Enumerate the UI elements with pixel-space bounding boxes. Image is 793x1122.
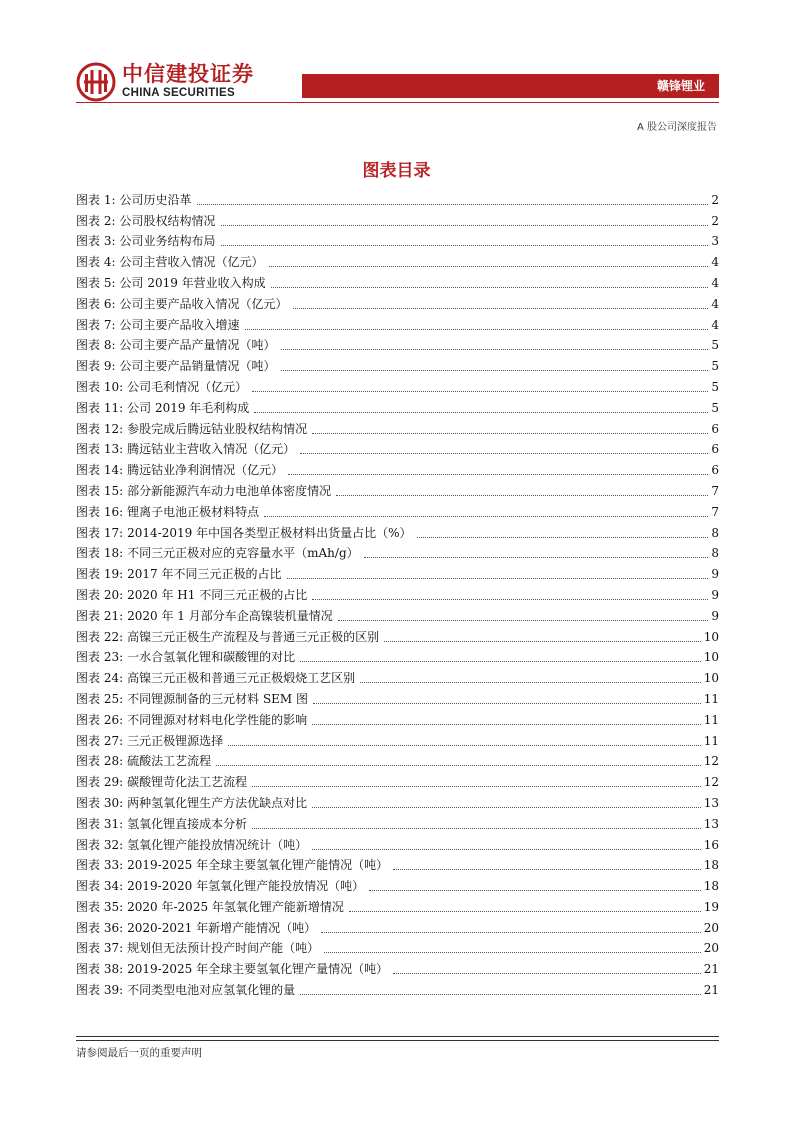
toc-entry-page: 4 xyxy=(711,317,719,332)
toc-entry-number: 图表 31: xyxy=(76,816,124,831)
toc-entry-title: 公司 2019 年营业收入构成 xyxy=(119,275,266,290)
toc-entry-page: 11 xyxy=(703,712,719,727)
toc-entry-number: 图表 16: xyxy=(76,504,124,519)
toc-entry[interactable] xyxy=(76,208,719,229)
toc-entry[interactable] xyxy=(76,956,719,977)
toc-entry-title: 一水合氢氧化锂和碳酸锂的对比 xyxy=(127,650,296,665)
brand-name xyxy=(122,62,254,100)
toc-entry-number: 图表 4: xyxy=(76,255,116,270)
toc-entry[interactable] xyxy=(76,769,719,790)
toc-title: 图表目录 xyxy=(362,161,431,181)
toc-entry-page: 12 xyxy=(703,754,719,769)
toc-entry-page: 9 xyxy=(711,608,719,623)
toc-entry-leader xyxy=(312,598,708,600)
toc-entry-number: 图表 18: xyxy=(76,546,124,561)
toc-entry-title: 公司主要产品收入情况（亿元） xyxy=(119,296,288,311)
toc-entry[interactable] xyxy=(76,873,719,894)
toc-entry-number: 图表 3: xyxy=(76,234,116,249)
toc-entry-leader xyxy=(313,702,701,704)
toc-entry-title: 不同锂源对材料电化学性能的影响 xyxy=(127,712,308,727)
toc-entry[interactable] xyxy=(76,312,719,333)
toc-entry-title: 公司主要产品收入增速 xyxy=(119,317,240,332)
toc-entry[interactable] xyxy=(76,416,719,437)
toc-entry-title: 2019-2020 年氢氧化锂产能投放情况（吨） xyxy=(127,879,365,894)
toc-entry-page: 7 xyxy=(711,483,719,498)
toc-entry-page: 3 xyxy=(711,234,719,249)
toc-entry[interactable] xyxy=(76,645,719,666)
toc-entry[interactable] xyxy=(76,229,719,250)
toc-entry-title: 三元正极锂源选择 xyxy=(127,733,224,748)
toc-entry-leader xyxy=(245,328,709,330)
toc-entry-page: 9 xyxy=(711,587,719,602)
toc-entry-title: 公司历史沿革 xyxy=(119,192,192,207)
toc-entry-title: 2019-2025 年全球主要氢氧化锂产能情况（吨） xyxy=(127,858,389,873)
toc-entry-leader xyxy=(312,723,701,725)
toc-entry[interactable] xyxy=(76,353,719,374)
toc-entry-page: 8 xyxy=(711,546,719,561)
toc-entry-title: 公司毛利情况（亿元） xyxy=(127,379,248,394)
toc-entry-leader xyxy=(197,203,709,205)
toc-entry-title: 碳酸锂苛化法工艺流程 xyxy=(127,775,248,790)
china-securities-logo-icon xyxy=(76,62,116,102)
toc-entry-number: 图表 10: xyxy=(76,379,124,394)
toc-entry-title: 高镍三元正极生产流程及与普通三元正极的区别 xyxy=(127,629,380,644)
toc-entry-leader xyxy=(252,827,701,829)
toc-entry-title: 公司 2019 年毛利构成 xyxy=(127,400,250,415)
toc-entry-page: 11 xyxy=(703,733,719,748)
toc-entry-page: 10 xyxy=(703,671,719,686)
toc-entry-number: 图表 15: xyxy=(76,483,124,498)
toc-entry-leader xyxy=(324,951,701,953)
toc-entry-page: 13 xyxy=(703,795,719,810)
toc-entry-page: 5 xyxy=(711,338,719,353)
toc-entry-number: 图表 2: xyxy=(76,213,116,228)
toc-entry-number: 图表 12: xyxy=(76,421,124,436)
toc-entry-title: 高镍三元正极和普通三元正极煅烧工艺区别 xyxy=(127,671,356,686)
toc-entry-leader xyxy=(269,265,709,267)
toc-entry-number: 图表 27: xyxy=(76,733,124,748)
toc-entry[interactable] xyxy=(76,478,719,499)
toc-entry-page: 4 xyxy=(711,275,719,290)
toc-entry[interactable] xyxy=(76,832,719,853)
toc-entry-title: 不同锂源制备的三元材料 SEM 图 xyxy=(127,691,309,706)
toc-entry-number: 图表 26: xyxy=(76,712,124,727)
toc-entry[interactable] xyxy=(76,541,719,562)
toc-entry-page: 11 xyxy=(703,691,719,706)
toc-entry-page: 5 xyxy=(711,379,719,394)
toc-entry-number: 图表 17: xyxy=(76,525,124,540)
toc-entry-page: 19 xyxy=(703,899,719,914)
toc-entry[interactable] xyxy=(76,291,719,312)
toc-entry-title: 2020 年-2025 年氢氧化锂产能新增情况 xyxy=(127,899,344,914)
header-bar xyxy=(302,74,719,98)
toc-entry-number: 图表 33: xyxy=(76,858,124,873)
toc-entry-number: 图表 7: xyxy=(76,317,116,332)
toc-entry-leader xyxy=(312,848,701,850)
toc-entry-page: 6 xyxy=(711,463,719,478)
toc-entry-leader xyxy=(264,515,708,517)
toc-entry-number: 图表 19: xyxy=(76,567,124,582)
toc-entry-page: 20 xyxy=(703,941,719,956)
toc-entry-page: 10 xyxy=(703,650,719,665)
toc-entry[interactable] xyxy=(76,249,719,270)
toc-entry-number: 图表 20: xyxy=(76,587,124,602)
toc-entry-title: 不同类型电池对应氢氧化锂的量 xyxy=(127,983,296,998)
toc-entry-number: 图表 8: xyxy=(76,338,116,353)
footer-disclaimer: 请参阅最后一页的重要声明 xyxy=(76,1047,202,1059)
toc-entry[interactable] xyxy=(76,624,719,645)
toc-entry-number: 图表 9: xyxy=(76,359,116,374)
toc-entry-page: 21 xyxy=(703,962,719,977)
toc-entry[interactable] xyxy=(76,561,719,582)
toc-entry[interactable] xyxy=(76,977,719,998)
toc-entry-page: 7 xyxy=(711,504,719,519)
toc-entry-page: 16 xyxy=(703,837,719,852)
toc-entry-title: 硫酸法工艺流程 xyxy=(127,754,212,769)
toc-entry-number: 图表 5: xyxy=(76,275,116,290)
toc-entry-page: 6 xyxy=(711,442,719,457)
toc-entry-leader xyxy=(287,577,709,579)
toc-entry-page: 18 xyxy=(703,858,719,873)
toc-entry-title: 两种氢氧化锂生产方法优缺点对比 xyxy=(127,795,308,810)
toc-entry[interactable] xyxy=(76,790,719,811)
toc-entry-number: 图表 25: xyxy=(76,691,124,706)
toc-entry[interactable] xyxy=(76,603,719,624)
toc-entry-title: 锂离子电池正极材料特点 xyxy=(127,504,260,519)
toc-entry-title: 2019-2025 年全球主要氢氧化锂产量情况（吨） xyxy=(127,962,389,977)
toc-entry[interactable] xyxy=(76,686,719,707)
toc-entry[interactable] xyxy=(76,707,719,728)
toc-entry-leader xyxy=(384,640,701,642)
toc-entry[interactable] xyxy=(76,665,719,686)
toc-entry-leader xyxy=(221,224,709,226)
footer-divider xyxy=(76,1036,719,1041)
toc-entry-leader xyxy=(281,369,709,371)
toc-entry-number: 图表 6: xyxy=(76,296,116,311)
toc-entry-title: 不同三元正极对应的克容量水平（mAh/g） xyxy=(127,546,359,561)
toc-entry-title: 公司主要产品销量情况（吨） xyxy=(119,359,276,374)
toc-entry-page: 5 xyxy=(711,400,719,415)
toc-entry-title: 公司股权结构情况 xyxy=(119,213,216,228)
toc-entry-number: 图表 21: xyxy=(76,608,124,623)
toc-entry-leader xyxy=(216,764,701,766)
toc-entry-title: 氢氧化锂直接成本分析 xyxy=(127,816,248,831)
toc-entry[interactable] xyxy=(76,749,719,770)
toc-entry-page: 8 xyxy=(711,525,719,540)
toc-entry-title: 2020-2021 年新增产能情况（吨） xyxy=(127,920,317,935)
toc-entry-title: 腾远钴业净利润情况（亿元） xyxy=(127,463,284,478)
toc-entry[interactable] xyxy=(76,374,719,395)
toc-entry-leader xyxy=(338,619,709,621)
toc-entry-leader xyxy=(336,494,708,496)
toc-entry[interactable] xyxy=(76,853,719,874)
toc-entry-page: 21 xyxy=(703,983,719,998)
toc-entry-title: 规划但无法预计投产时间产能（吨） xyxy=(127,941,320,956)
toc-entry-leader xyxy=(369,889,701,891)
toc-entry-number: 图表 24: xyxy=(76,671,124,686)
page-header xyxy=(0,0,793,133)
toc-entry-leader xyxy=(312,432,708,434)
toc-entry-leader xyxy=(300,993,701,995)
toc-entry-leader xyxy=(281,348,709,350)
toc-entry-number: 图表 32: xyxy=(76,837,124,852)
toc-entry[interactable] xyxy=(76,499,719,520)
toc-entry-number: 图表 11: xyxy=(76,400,124,415)
toc-entry[interactable] xyxy=(76,915,719,936)
toc-entry-page: 4 xyxy=(711,296,719,311)
toc-entry[interactable] xyxy=(76,270,719,291)
industry-tag: 赣锋锂业 xyxy=(656,79,705,93)
toc-entry-number: 图表 38: xyxy=(76,962,124,977)
toc-entry-title: 部分新能源汽车动力电池单体密度情况 xyxy=(127,483,332,498)
toc-entry-title: 公司业务结构布局 xyxy=(119,234,216,249)
toc-entry[interactable] xyxy=(76,894,719,915)
toc-entry[interactable] xyxy=(76,457,719,478)
toc-entry-title: 腾远钴业主营收入情况（亿元） xyxy=(127,442,296,457)
toc-entry[interactable] xyxy=(76,520,719,541)
toc-entry[interactable] xyxy=(76,333,719,354)
toc-entry-leader xyxy=(321,931,701,933)
toc-entry-leader xyxy=(312,806,701,808)
brand-name-en: CHINA SECURITIES xyxy=(122,87,235,99)
toc-entry-number: 图表 23: xyxy=(76,650,124,665)
toc-entry-leader xyxy=(228,744,701,746)
toc-entry-page: 13 xyxy=(703,816,719,831)
toc-entry-page: 2 xyxy=(711,192,719,207)
toc-entry-leader xyxy=(293,307,709,309)
toc-entry-page: 18 xyxy=(703,879,719,894)
toc-entry-page: 12 xyxy=(703,775,719,790)
toc-entry-leader xyxy=(360,681,701,683)
toc-entry-leader xyxy=(364,556,709,558)
toc-entry-page: 10 xyxy=(703,629,719,644)
toc-entry-number: 图表 29: xyxy=(76,775,124,790)
toc-entry-number: 图表 22: xyxy=(76,629,124,644)
toc-entry[interactable] xyxy=(76,395,719,416)
toc-entry-page: 20 xyxy=(703,920,719,935)
toc-entry-leader xyxy=(300,452,708,454)
toc-entry-page: 5 xyxy=(711,359,719,374)
toc-entry-leader xyxy=(254,411,708,413)
toc-entry[interactable] xyxy=(76,582,719,603)
toc-entry-number: 图表 36: xyxy=(76,920,124,935)
header-divider xyxy=(76,102,719,103)
toc-entry-leader xyxy=(417,536,709,538)
toc-entry-title: 公司主要产品产量情况（吨） xyxy=(119,338,276,353)
toc-entry-number: 图表 14: xyxy=(76,463,124,478)
toc-entry-leader xyxy=(393,868,701,870)
toc-entry[interactable] xyxy=(76,187,719,208)
toc-entry-title: 公司主营收入情况（亿元） xyxy=(119,255,264,270)
toc-entry-page: 2 xyxy=(711,213,719,228)
report-type: A 股公司深度报告 xyxy=(636,122,717,133)
toc-entry-page: 4 xyxy=(711,255,719,270)
toc-entry-number: 图表 39: xyxy=(76,983,124,998)
toc-entry-title: 2020 年 1 月部分车企高镍装机量情况 xyxy=(127,608,333,623)
toc-entry-leader xyxy=(271,286,709,288)
toc-entry-title: 参股完成后腾远钴业股权结构情况 xyxy=(127,421,308,436)
toc-entry-number: 图表 30: xyxy=(76,795,124,810)
toc-entry-title: 氢氧化锂产能投放情况统计（吨） xyxy=(127,837,308,852)
toc-entry[interactable] xyxy=(76,936,719,957)
toc-entry[interactable] xyxy=(76,728,719,749)
brand-name-cn: 中信建投证券 xyxy=(122,62,254,86)
table-of-figures xyxy=(76,187,719,998)
toc-entry-leader xyxy=(393,972,701,974)
toc-entry-leader xyxy=(252,390,708,392)
toc-entry-number: 图表 13: xyxy=(76,442,124,457)
toc-entry-number: 图表 35: xyxy=(76,899,124,914)
toc-entry-page: 6 xyxy=(711,421,719,436)
toc-entry[interactable] xyxy=(76,811,719,832)
toc-entry-page: 9 xyxy=(711,567,719,582)
toc-entry-title: 2020 年 H1 不同三元正极的占比 xyxy=(127,587,308,602)
toc-entry-title: 2017 年不同三元正极的占比 xyxy=(127,567,282,582)
toc-entry[interactable] xyxy=(76,437,719,458)
toc-entry-leader xyxy=(300,660,701,662)
toc-entry-number: 图表 28: xyxy=(76,754,124,769)
toc-entry-number: 图表 34: xyxy=(76,879,124,894)
toc-entry-number: 图表 1: xyxy=(76,192,116,207)
toc-entry-leader xyxy=(288,473,708,475)
toc-entry-leader xyxy=(349,910,701,912)
toc-entry-title: 2014-2019 年中国各类型正极材料出货量占比（%） xyxy=(127,525,412,540)
toc-entry-leader xyxy=(252,785,701,787)
toc-entry-leader xyxy=(221,244,709,246)
toc-entry-number: 图表 37: xyxy=(76,941,124,956)
